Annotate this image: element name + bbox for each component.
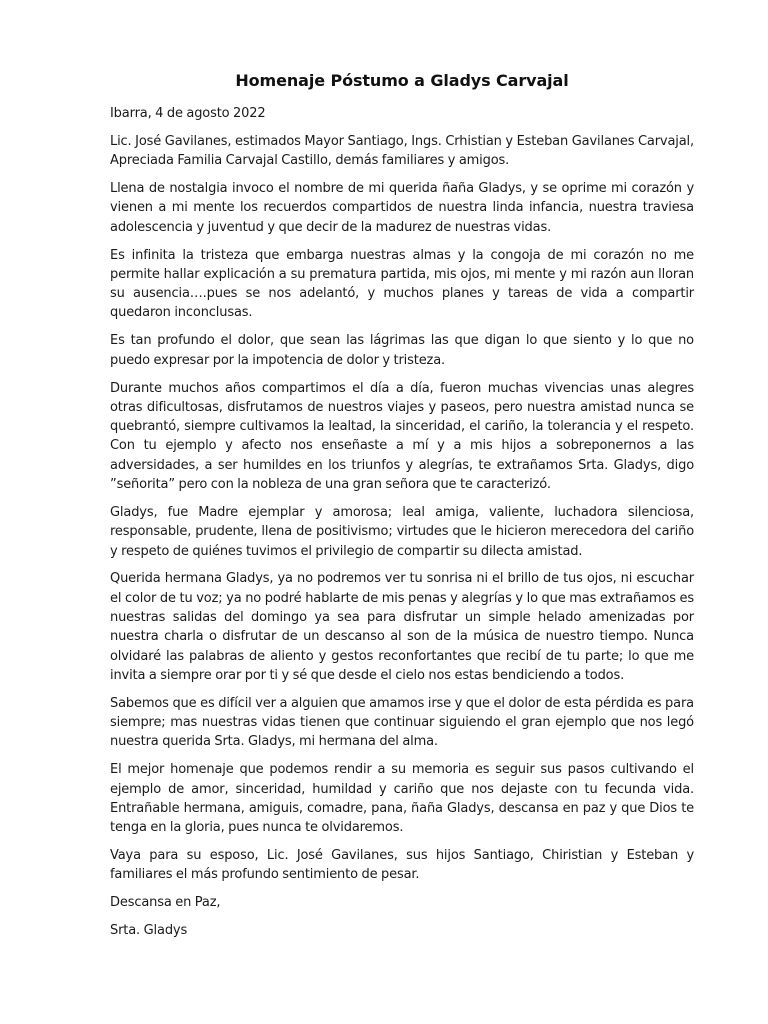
body-paragraph: El mejor homenaje que podemos rendir a su memoria es seguir sus pasos cultivando el ejemplo de amor, sinceridad, humildad y cariño que nos dejaste con tu fecunda vida. Entrañable hermana, amiguis, comadre, pana, ñaña Gladys, descansa en paz y que Dios te tenga en la gloria, pues nunca te olvidaremos.	[110, 762, 694, 836]
body-paragraph: Durante muchos años compartimos el día a día, fueron muchas vivencias unas alegres otras dificultosas, disfrutamos de nuestros viajes y paseos, pero nuestra amistad nunca se quebrantó, siempre cultivamos la lealtad, la sinceridad, el cariño, la tolerancia y el respeto. Con tu ejemplo y afecto nos enseñaste a mí y a mis hijos a sobreponernos a las adversidades, a ser humildes en los triunfos y alegrías, te extrañamos Srta. Gladys, digo ”señorita” pero con la nobleza de una gran señora que te caracterizó.	[110, 380, 694, 493]
body-paragraph: Vaya para su esposo, Lic. José Gavilanes, sus hijos Santiago, Chiristian y Esteban y familiares el más profundo sentimiento de pesar.	[110, 848, 694, 883]
signature: Srta. Gladys	[110, 923, 188, 939]
place-date: Ibarra, 4 de agosto 2022	[110, 106, 266, 121]
body-paragraph: Es tan profundo el dolor, que sean las lágrimas las que digan lo que siento y lo que no puedo expresar por la impotencia de dolor y tristeza.	[110, 333, 694, 368]
body-paragraph: Querida hermana Gladys, ya no podremos ver tu sonrisa ni el brillo de tus ojos, ni escuchar el color de tu voz; ya no podré hablarte de mis penas y alegrías y lo que mas extrañamos es nuestras salidas del domingo ya sea para disfrutar un simple helado amenizadas por nuestra charla o disfrutar de un descanso al son de la música de nuestro tiempo. Nunca olvidaré las palabras de aliento y gestos reconfortantes que recibí de tu parte; lo que me invita a siempre orar por ti y sé que desde el cielo nos estas bendiciendo a todos.	[110, 571, 694, 683]
body-paragraph: Gladys, fue Madre ejemplar y amorosa; leal amiga, valiente, luchadora silenciosa, responsable, prudente, llena de positivismo; virtudes que le hicieron merecedora del cariño y respeto de quiénes tuvimos el privilegio de compartir su dilecta amistad.	[110, 504, 694, 559]
salutation-paragraph: Lic. José Gavilanes, estimados Mayor Santiago, Ings. Crhistian y Esteban Gavilanes Carvajal, Apreciada Familia Carvajal Castillo, demás familiares y amigos.	[110, 133, 694, 169]
body-paragraph: Es infinita la tristeza que embarga nuestras almas y la congoja de mi corazón no me permite hallar explicación a su prematura partida, mis ojos, mi mente y mi razón aun lloran su ausencia….pues se nos adelantó, y muchos planes y tareas de vida a compartir quedaron inconclusas.	[110, 247, 694, 321]
closing-line: Descansa en Paz,	[110, 895, 221, 911]
body-paragraph: Llena de nostalgia invoco el nombre de mi querida ñaña Gladys, y se oprime mi corazón y vienen a mi mente los recuerdos compartidos de nuestra linda infancia, nuestra traviesa adolescencia y juventud y que decir de la madurez de nuestras vidas.	[110, 181, 694, 235]
document-title: Homenaje Póstumo a Gladys Carvajal	[235, 71, 569, 90]
body-paragraph: Sabemos que es difícil ver a alguien que amamos irse y que el dolor de esta pérdida es para siempre; mas nuestras vidas tienen que continuar siguiendo el gran ejemplo que nos legó nuestra querida Srta. Gladys, mi hermana del alma.	[110, 695, 694, 750]
